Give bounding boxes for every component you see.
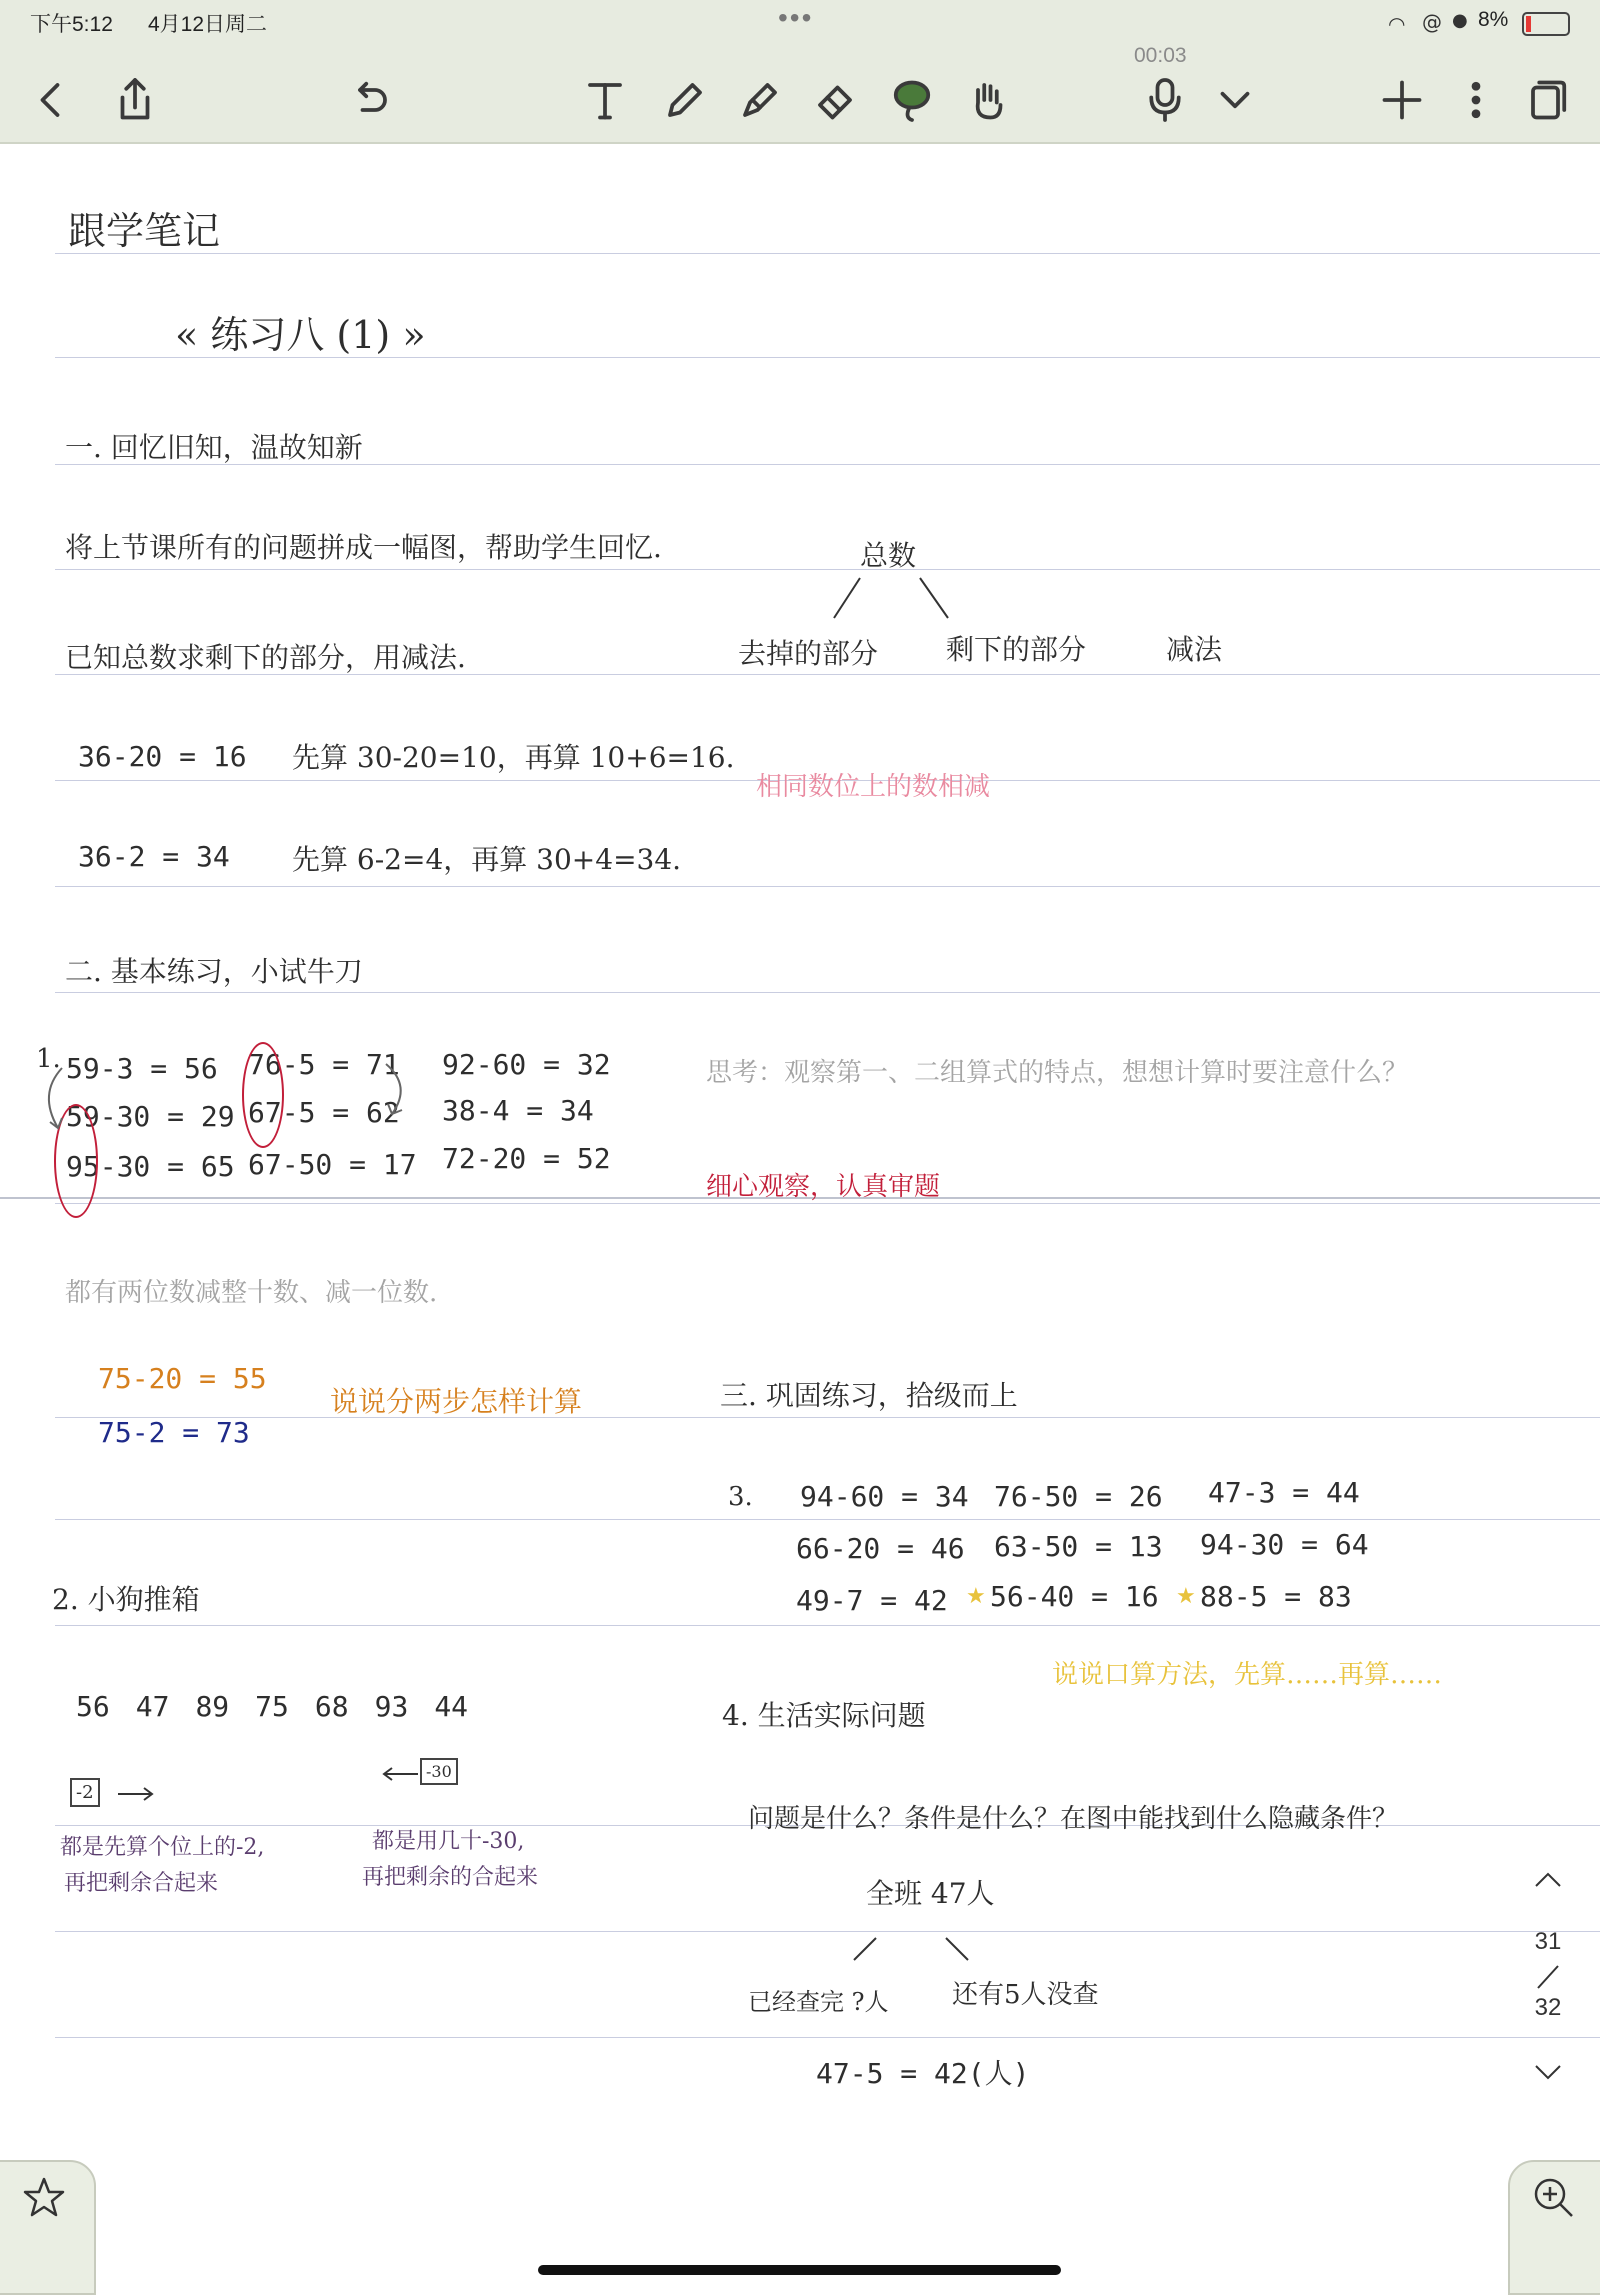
zoom-in-icon[interactable] [1530, 2174, 1578, 2222]
tree-branches [830, 574, 960, 624]
ex3-col1-row1: 94-60 = 34 [800, 1480, 969, 1513]
favorite-tab[interactable] [0, 2160, 96, 2295]
circle-mark [242, 1042, 284, 1148]
ruled-line [55, 1203, 1600, 1204]
mic-icon[interactable] [1135, 70, 1195, 130]
section4-question: 问题是什么？条件是什么？在图中能找到什么隐藏条件？ [748, 1804, 1399, 1834]
wifi-icon: ◠ [1388, 12, 1406, 36]
battery-icon [1522, 12, 1570, 36]
right-note-2: 再把剩余的合起来 [362, 1865, 539, 1890]
ruled-line [55, 1417, 1600, 1418]
page-up-icon[interactable] [1518, 1866, 1578, 1896]
section4-tree-top: 全班 47人 [866, 1877, 995, 1910]
dog-number: 47 [135, 1690, 170, 1723]
curved-arrow-icon [36, 1064, 70, 1134]
ex1-col3-row3: 72-20 = 52 [442, 1142, 611, 1175]
add-icon[interactable] [1372, 70, 1432, 130]
eq1-note: 先算 30-20=10，再算 10+6=16. [292, 741, 735, 774]
current-page: 31 [1534, 1928, 1562, 1955]
number-row [76, 1690, 468, 1723]
section4-heading: 4. 生活实际问题 [722, 1699, 926, 1732]
ruled-line [55, 992, 1600, 993]
ruled-line [55, 1931, 1600, 1932]
ruled-line [55, 886, 1600, 887]
ruled-line [55, 1519, 1600, 1520]
talk-note: 说说分两步怎样计算 [330, 1385, 583, 1418]
section4-answer: 47-5 = 42(人) [816, 2057, 1030, 2090]
ruled-line [55, 569, 1600, 570]
multitask-dots-icon[interactable]: ••• [778, 2, 814, 33]
summary-note: 都有两位数减整十数、减一位数. [65, 1278, 438, 1308]
section2-heading: 二. 基本练习，小试牛刀 [65, 955, 363, 988]
toolbar [0, 0, 1600, 144]
pages-icon[interactable] [1518, 70, 1578, 130]
home-indicator[interactable] [538, 2265, 1061, 2275]
eraser-icon[interactable] [805, 70, 865, 130]
think-prompt: 思考：观察第一、二组算式的特点，想想计算时要注意什么？ [706, 1058, 1409, 1088]
section4-tree-right: 还有5人没查 [952, 1980, 1099, 2010]
dog-number: 93 [374, 1690, 409, 1723]
careful-note: 细心观察，认真审题 [706, 1172, 941, 1202]
dog-number: 89 [195, 1690, 230, 1723]
exercise-number: 1. [36, 1044, 61, 1074]
tree-branches [846, 1934, 976, 1964]
status-date: 4月12日周二 [148, 13, 268, 36]
ex3-col1-row3: 49-7 = 42 [796, 1584, 948, 1617]
left-note-1: 都是先算个位上的-2, [60, 1835, 265, 1860]
ex1-col1-row1: 59-3 = 56 [66, 1052, 218, 1085]
ex1-col2-row3: 67-50 = 17 [248, 1148, 417, 1181]
ex3-col3-row2: 94-30 = 64 [1200, 1528, 1369, 1561]
curved-arrow-icon [380, 1060, 414, 1120]
ex1-col1-row2: 59-30 = 29 [66, 1100, 235, 1133]
ex1-col3-row2: 38-4 = 34 [442, 1094, 594, 1127]
star-mark-icon: ★ [1176, 1584, 1196, 1609]
section1-line1: 将上节课所有的问题拼成一幅图，帮助学生回忆. [65, 531, 662, 564]
right-note-1: 都是用几十-30, [372, 1829, 525, 1854]
ex3-col2-row1: 76-50 = 26 [994, 1480, 1163, 1513]
eq2: 36-2 = 34 [78, 840, 230, 873]
ruled-line [55, 2037, 1600, 2038]
method-note: 说说口算方法，先算……再算…… [1052, 1660, 1443, 1690]
section3-heading: 三. 巩固练习，拾级而上 [720, 1379, 1018, 1412]
left-push-box: -2 [70, 1778, 100, 1807]
tree-op: 减法 [1166, 633, 1223, 666]
share-icon[interactable] [105, 70, 165, 130]
ex1-col1-row3: 95-30 = 65 [66, 1150, 235, 1183]
example-eq2: 75-2 = 73 [98, 1416, 250, 1449]
arrow-left-icon [380, 1764, 420, 1784]
eq2-note: 先算 6-2=4，再算 30+4=34. [292, 843, 682, 876]
exercise3-number: 3. [728, 1482, 753, 1512]
recording-timer: 00:03 [1134, 44, 1187, 67]
ex3-col3-row1: 47-3 = 44 [1208, 1476, 1360, 1509]
dog-heading: 2. 小狗推箱 [52, 1583, 200, 1616]
page-down-icon[interactable] [1518, 2056, 1578, 2086]
note-title: 跟学笔记 [68, 209, 221, 253]
ex3-col2-row3: 56-40 = 16 [990, 1580, 1159, 1613]
undo-icon[interactable] [340, 70, 400, 130]
total-pages: 32 [1534, 1994, 1562, 2021]
left-note-2: 再把剩余合起来 [64, 1871, 219, 1896]
ex1-col2-row1: 76-5 = 71 [248, 1048, 400, 1081]
lasso-icon[interactable] [882, 70, 942, 130]
chevron-down-icon[interactable] [1205, 70, 1265, 130]
dog-number: 68 [314, 1690, 349, 1723]
ruled-line [55, 1625, 1600, 1626]
tree-top: 总数 [860, 539, 917, 572]
battery-percent: 8% [1478, 8, 1509, 31]
note-subtitle: « 练习八 (1) » [175, 313, 426, 357]
tree-right: 剩下的部分 [946, 633, 1087, 666]
at-icon: @ [1422, 10, 1442, 34]
section4-tree-left: 已经查完 ?人 [748, 1988, 889, 2016]
text-tool-icon[interactable] [575, 70, 635, 130]
hand-icon[interactable] [958, 70, 1018, 130]
example-eq1: 75-20 = 55 [98, 1362, 267, 1395]
eq1: 36-20 = 16 [78, 740, 247, 773]
page-slash-icon [1518, 1962, 1578, 1992]
ex1-col3-row1: 92-60 = 32 [442, 1048, 611, 1081]
ruled-line [55, 253, 1600, 254]
star-mark-icon: ★ [966, 1584, 986, 1609]
ex1-col2-row2: 67-5 = 62 [248, 1096, 400, 1129]
arrow-right-icon [116, 1784, 156, 1804]
section1-line2: 已知总数求剩下的部分，用减法. [65, 641, 466, 674]
highlighter-icon[interactable] [730, 70, 790, 130]
ex3-col1-row2: 66-20 = 46 [796, 1532, 965, 1565]
zoom-tab[interactable] [1508, 2160, 1600, 2295]
person-icon: ● [1452, 10, 1468, 31]
dog-number: 56 [76, 1690, 110, 1723]
ex3-col3-row3: 88-5 = 83 [1200, 1580, 1352, 1613]
note-page[interactable] [0, 144, 1600, 2144]
tree-left: 去掉的部分 [738, 637, 879, 670]
back-icon[interactable] [20, 70, 80, 130]
right-push-box: -30 [420, 1758, 458, 1785]
status-time: 下午5:12 [30, 13, 113, 36]
dog-number: 75 [255, 1690, 289, 1723]
section1-heading: 一. 回忆旧知，温故知新 [65, 431, 363, 464]
pen-icon[interactable] [655, 70, 715, 130]
dog-number: 44 [434, 1690, 469, 1723]
more-icon[interactable] [1446, 70, 1506, 130]
pink-note: 相同数位上的数相减 [756, 772, 991, 802]
star-icon[interactable] [22, 2176, 66, 2220]
ex3-col2-row2: 63-50 = 13 [994, 1530, 1163, 1563]
